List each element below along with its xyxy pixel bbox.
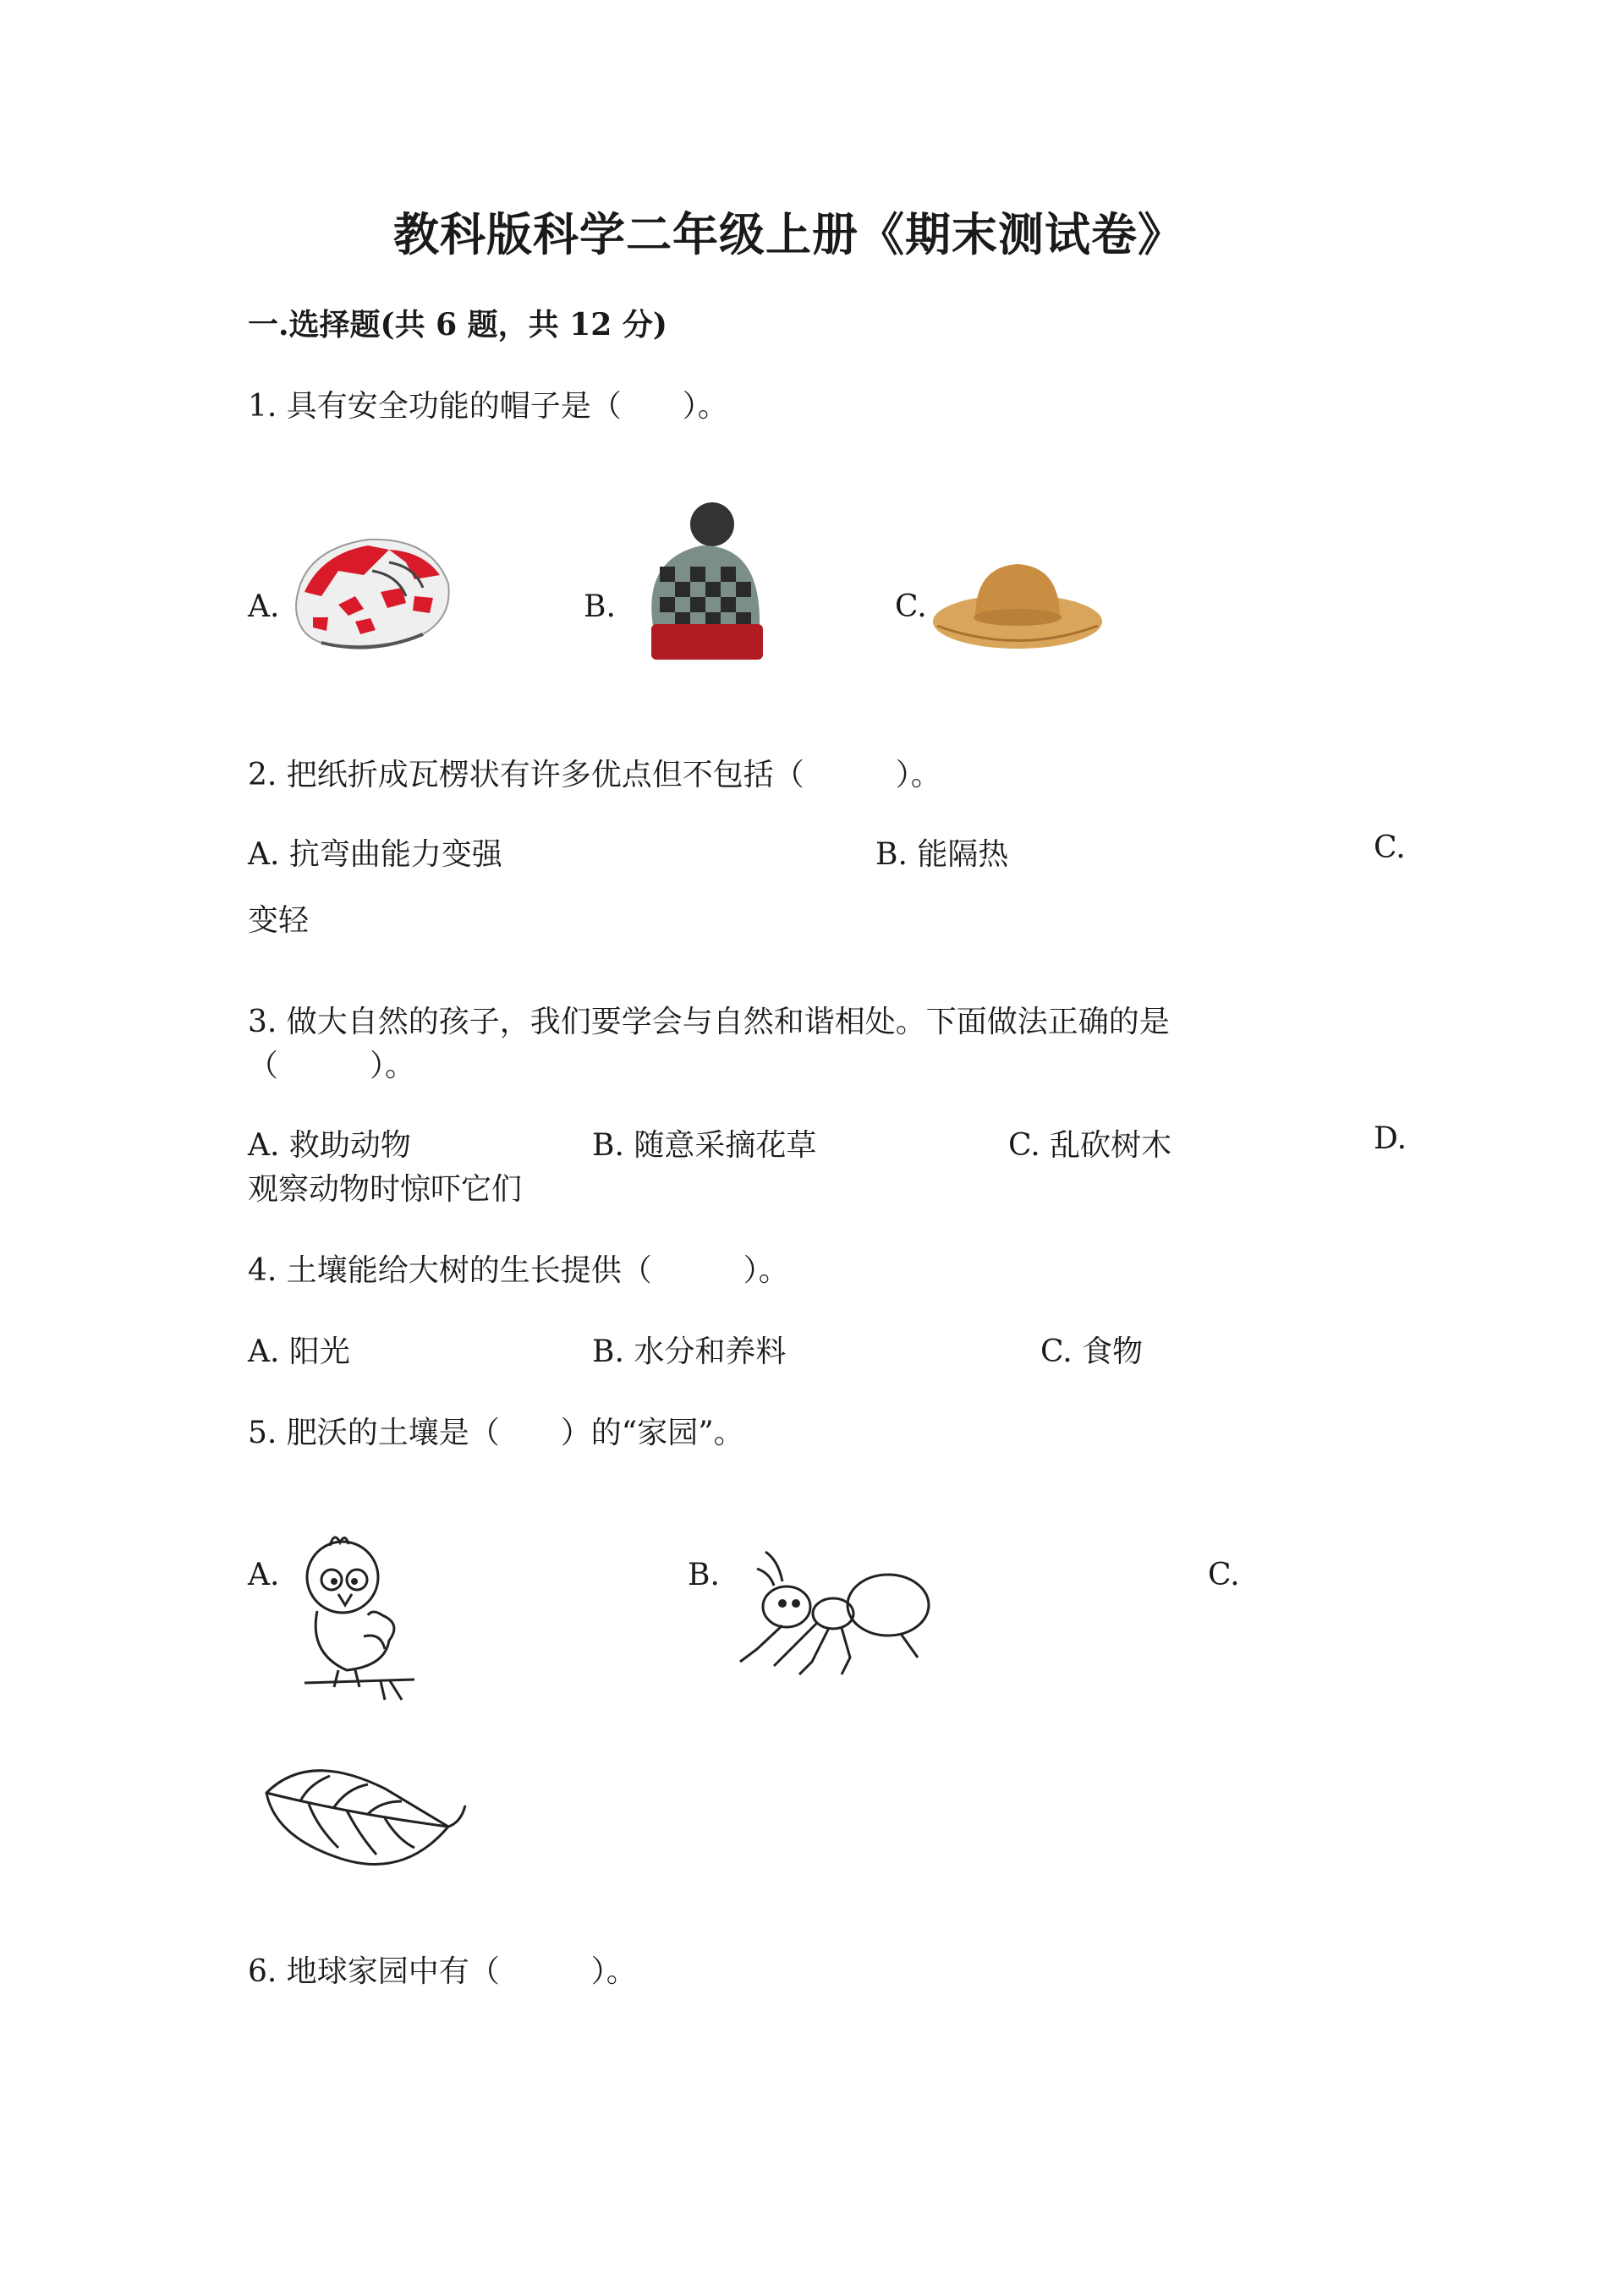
q3-option-b: B. 随意采摘花草 [592,1128,817,1163]
q1-option-b-label: B. [584,589,616,624]
question-3: 3. 做大自然的孩子，我们要学会与自然和谐相处。下面做法正确的是 [248,1005,1170,1039]
q2-option-c: C. [1374,830,1406,865]
question-2: 2. 把纸折成瓦楞状有许多优点但不包括（ ）。 [248,758,941,792]
q2-option-c-continued: 变轻 [248,903,310,938]
q3-option-d-continued: 观察动物时惊吓它们 [248,1172,523,1207]
question-5: 5. 肥沃的土壤是（ ）的“家园”。 [248,1416,744,1450]
q5-option-c-label: C. [1208,1558,1240,1592]
question-3-continued: （ ）。 [248,1049,416,1083]
q5-option-b-label: B. [688,1558,720,1592]
chick-drawing [288,1531,423,1717]
ant-drawing [723,1539,935,1683]
q1-option-a-label: A. [248,589,280,624]
q2-option-b: B. 能隔热 [875,837,1009,872]
bike-helmet-image [288,524,457,660]
q4-option-c: C. 食物 [1040,1334,1144,1369]
question-6: 6. 地球家园中有（ ）。 [248,1954,637,1989]
question-1: 1. 具有安全功能的帽子是（ ）。 [248,389,728,424]
straw-hat-image [929,554,1106,655]
q3-option-a: A. 救助动物 [248,1128,411,1163]
q1-option-c-label: C. [895,589,927,624]
q3-option-d: D. [1374,1121,1407,1156]
q2-option-a: A. 抗弯曲能力变强 [248,837,502,872]
leaf-drawing [258,1755,469,1882]
q5-option-a-label: A. [248,1558,280,1592]
page-title: 教科版科学二年级上册《期末测试卷》 [393,207,1184,261]
knit-beanie-image [626,499,778,668]
q4-option-b: B. 水分和养料 [592,1334,787,1369]
section-heading: 一.选择题(共 6 题，共 12 分) [248,307,667,342]
question-4: 4. 土壤能给大树的生长提供（ ）。 [248,1253,789,1288]
q3-option-c: C. 乱砍树木 [1008,1128,1172,1163]
q4-option-a: A. 阳光 [248,1334,350,1369]
